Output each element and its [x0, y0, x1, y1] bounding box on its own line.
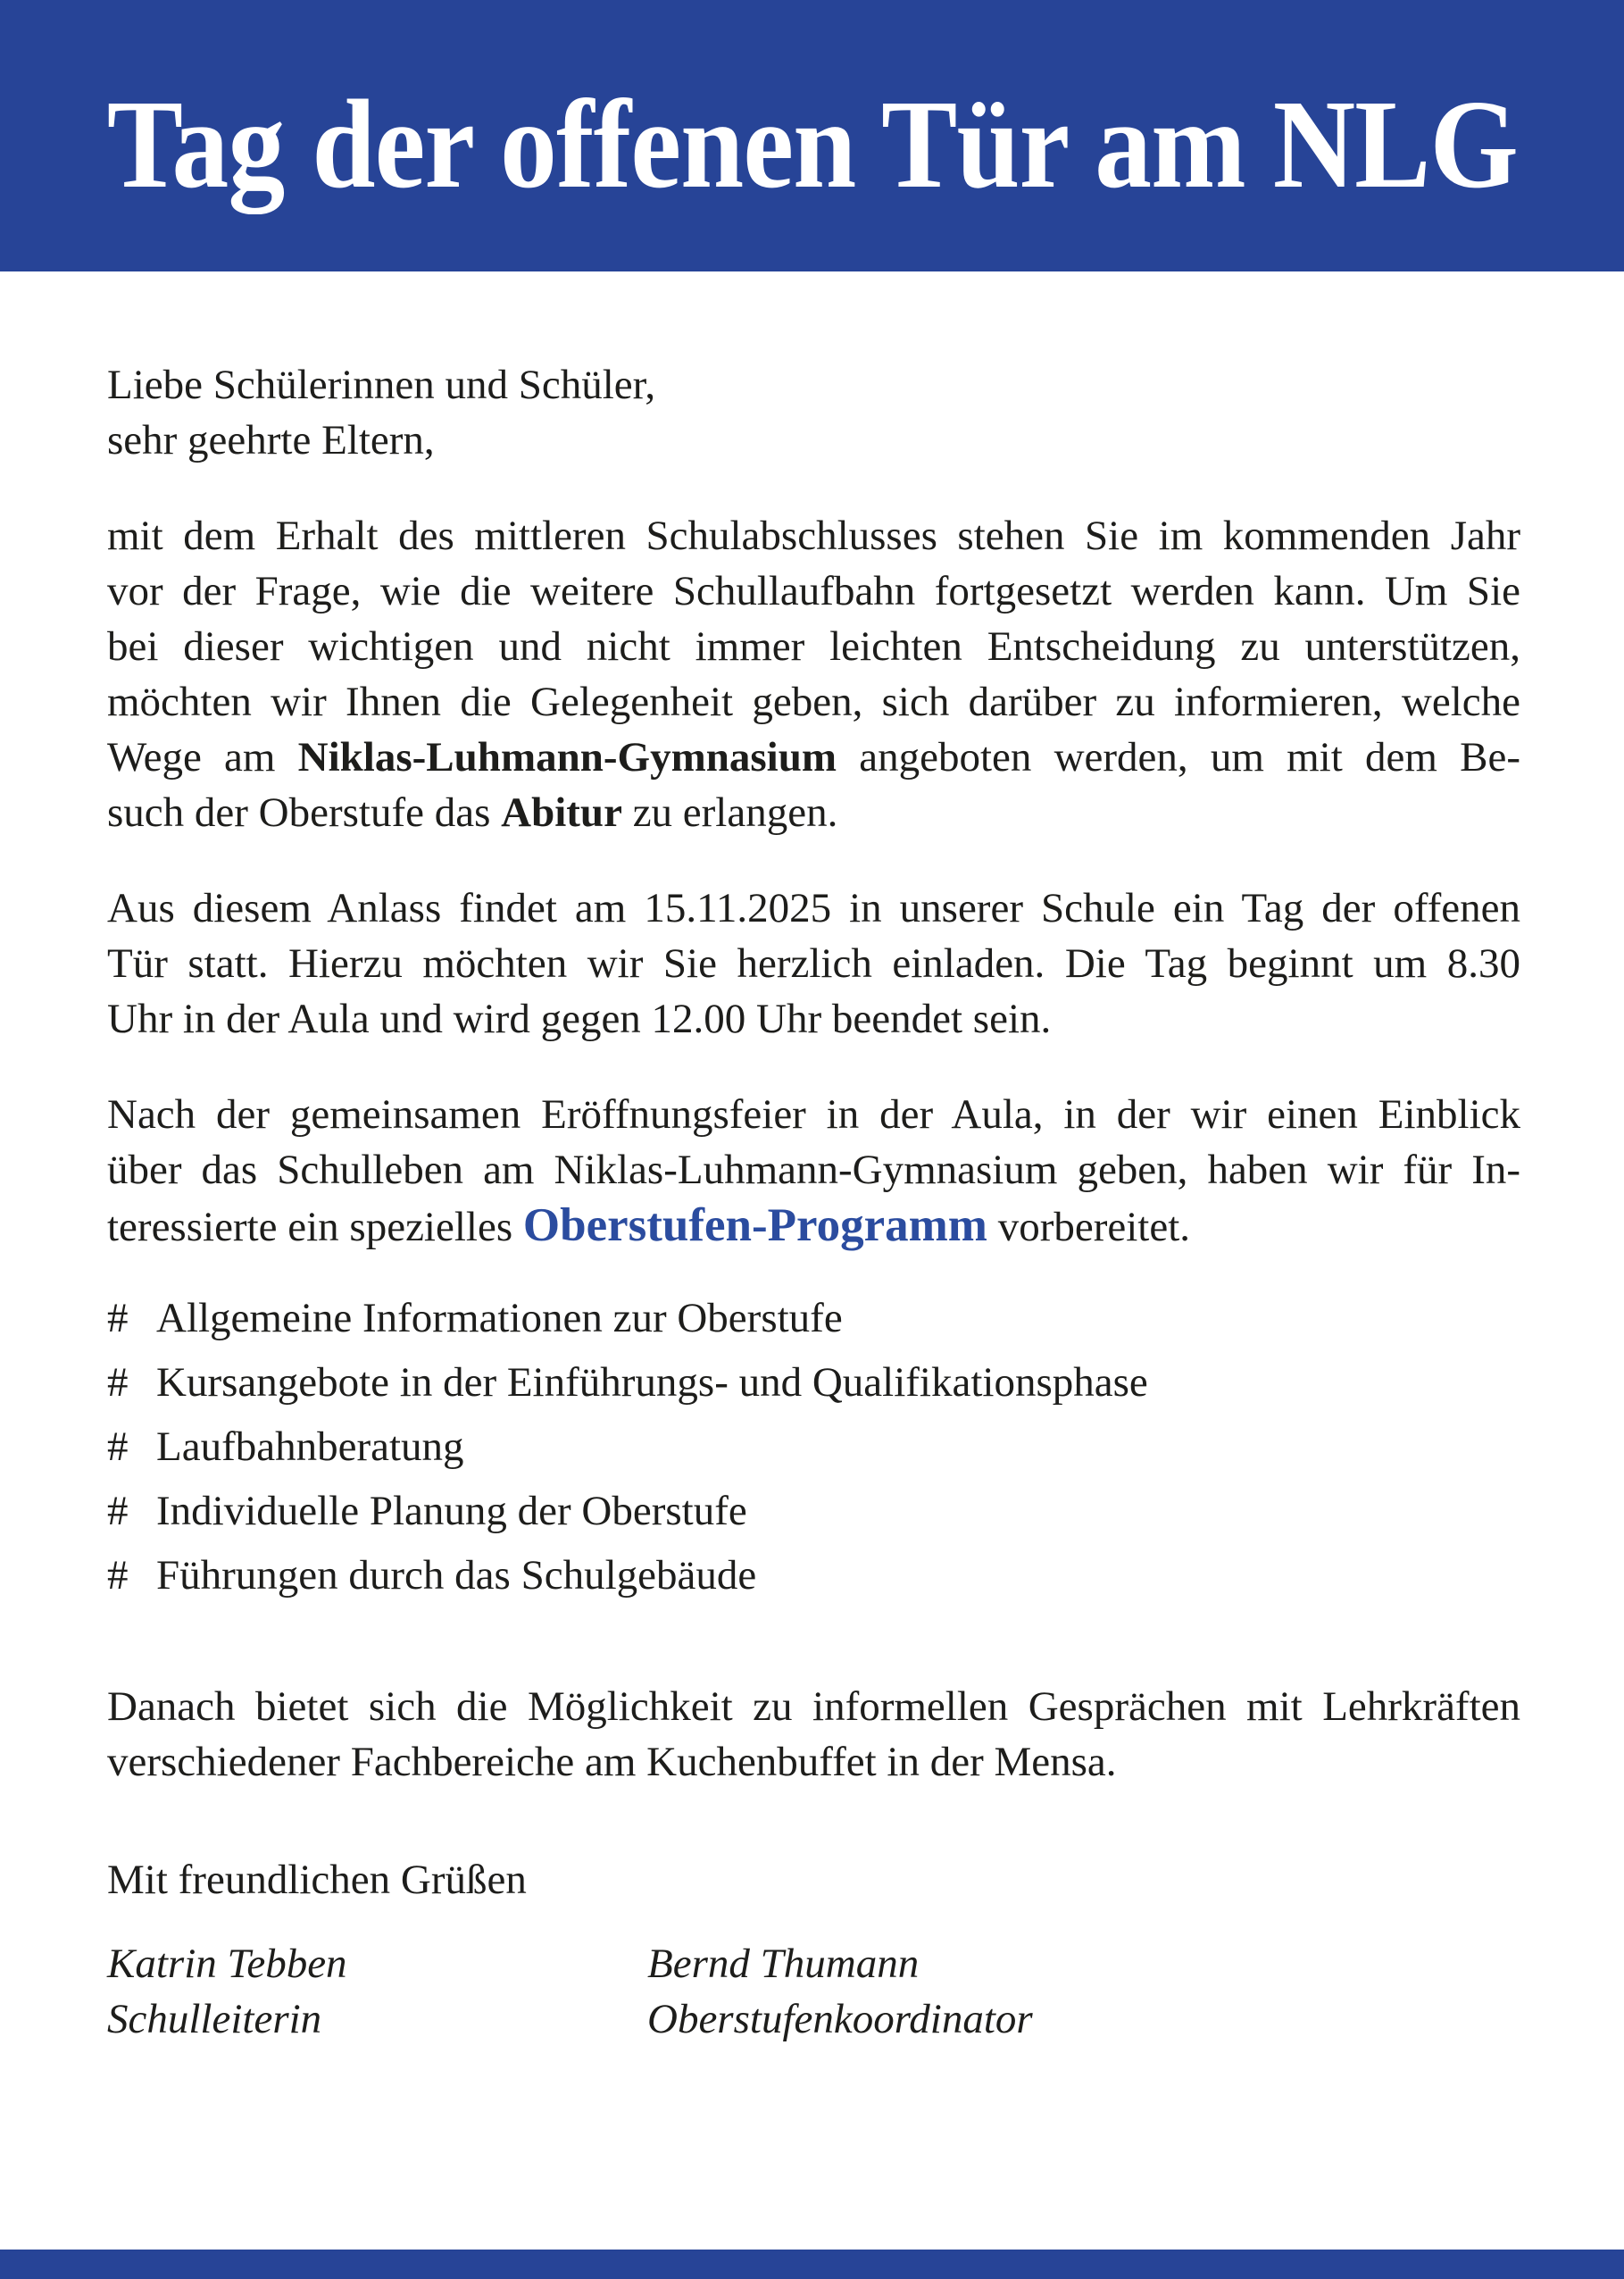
hash-marker: # — [107, 1423, 129, 1470]
paragraph-line — [107, 881, 1520, 936]
signature-column — [647, 1936, 1520, 2047]
paragraph-line — [107, 1087, 1520, 1142]
text-segment: vorbereitet. — [987, 1204, 1190, 1250]
header-banner — [0, 0, 1624, 271]
text-segment: zu erlangen. — [621, 789, 838, 836]
text-segment: Aus diesem Anlass findet am 15.11.2025 in unserer Schule ein Tag der offenen — [107, 885, 1520, 931]
page-title: Tag der offenen Tür am NLG — [106, 73, 1518, 214]
list-item-label: Laufbahnberatung — [156, 1423, 464, 1470]
text-segment: mit dem Erhalt des mittleren Schulabschlusses stehen Sie im kommenden Jahr — [107, 513, 1520, 559]
emphasized-text: Niklas-Luhmann-Gymnasium — [297, 734, 837, 781]
greeting — [107, 357, 1520, 468]
signature-name: Bernd Thumann — [647, 1941, 920, 1987]
list-item — [107, 1548, 1520, 1603]
text-segment: bei dieser wichtigen und nicht immer leichten Entscheidung zu unterstützen, — [107, 623, 1520, 670]
paragraph-line — [107, 619, 1520, 674]
list-item — [107, 1483, 1520, 1539]
text-segment: teressierte ein spezielles — [107, 1204, 523, 1250]
greeting-line: sehr geehrte Eltern, — [107, 417, 435, 463]
paragraph-line — [107, 1734, 1520, 1790]
text-segment: Tür statt. Hierzu möchten wir Sie herzlich einladen. Die Tag beginnt um 8.30 — [107, 940, 1520, 987]
list-item — [107, 1355, 1520, 1410]
list-item-label: Führungen durch das Schulgebäude — [156, 1552, 757, 1599]
text-segment: Nach der gemeinsamen Eröffnungsfeier in der Aula, in der wir einen Einblick — [107, 1091, 1520, 1138]
letter-body — [0, 271, 1624, 2047]
paragraph-line — [107, 1142, 1520, 1198]
paragraph-line — [107, 674, 1520, 730]
list-item-label: Kursangebote in der Einführungs- und Qualifikationsphase — [156, 1359, 1148, 1406]
hash-marker: # — [107, 1488, 129, 1534]
text-segment: such der Oberstufe das — [107, 789, 502, 836]
emphasized-text: Abitur — [501, 789, 622, 836]
emphasized-text: Oberstufen-Programm — [522, 1199, 987, 1251]
list-item — [107, 1290, 1520, 1346]
text-segment: vor der Frage, wie die weitere Schullaufbahn fortgesetzt werden kann. Um Sie — [107, 568, 1520, 614]
paragraph-event-details — [107, 881, 1520, 1047]
program-list — [107, 1290, 1520, 1603]
text-segment: möchten wir Ihnen die Gelegenheit geben, sich darüber zu informieren, welche — [107, 679, 1520, 725]
hash-marker: # — [107, 1295, 129, 1341]
signature-name: Katrin Tebben — [107, 1941, 347, 1987]
paragraph-closing-info — [107, 1679, 1520, 1790]
paragraph-intro — [107, 508, 1520, 840]
paragraph-line — [107, 563, 1520, 619]
paragraph-line — [107, 1679, 1520, 1734]
greeting-line: Liebe Schülerinnen und Schüler, — [107, 362, 656, 408]
paragraph-line — [107, 1198, 1520, 1255]
paragraph-line — [107, 785, 1520, 840]
text-segment: Danach bietet sich die Möglichkeit zu informellen Gesprächen mit Lehrkräften — [107, 1683, 1520, 1730]
list-item — [107, 1419, 1520, 1474]
paragraph-line — [107, 730, 1520, 785]
signature-role: Oberstufenkoordinator — [647, 1996, 1033, 2042]
hash-marker: # — [107, 1552, 129, 1599]
text-segment: Uhr in der Aula und wird gegen 12.00 Uhr beendet sein. — [107, 996, 1052, 1042]
list-item-label: Allgemeine Informationen zur Oberstufe — [156, 1295, 843, 1341]
footer-bar — [0, 2250, 1624, 2279]
paragraph-line — [107, 936, 1520, 991]
list-item-label: Individuelle Planung der Oberstufe — [156, 1488, 747, 1534]
signature-column — [107, 1936, 647, 2047]
paragraph-line — [107, 991, 1520, 1047]
text-segment: angeboten werden, um mit dem Be- — [837, 734, 1520, 781]
signature-block — [107, 1936, 1520, 2047]
paragraph-program-intro — [107, 1087, 1520, 1255]
text-segment: über das Schulleben am Niklas-Luhmann-Gymnasium geben, haben wir für In- — [107, 1147, 1520, 1193]
signoff: Mit freundlichen Grüßen — [107, 1857, 527, 1903]
hash-marker: # — [107, 1359, 129, 1406]
paragraph-line — [107, 508, 1520, 563]
signature-role: Schulleiterin — [107, 1996, 322, 2042]
text-segment: Wege am — [107, 734, 298, 781]
text-segment: verschiedener Fachbereiche am Kuchenbuffet in der Mensa. — [107, 1739, 1117, 1785]
